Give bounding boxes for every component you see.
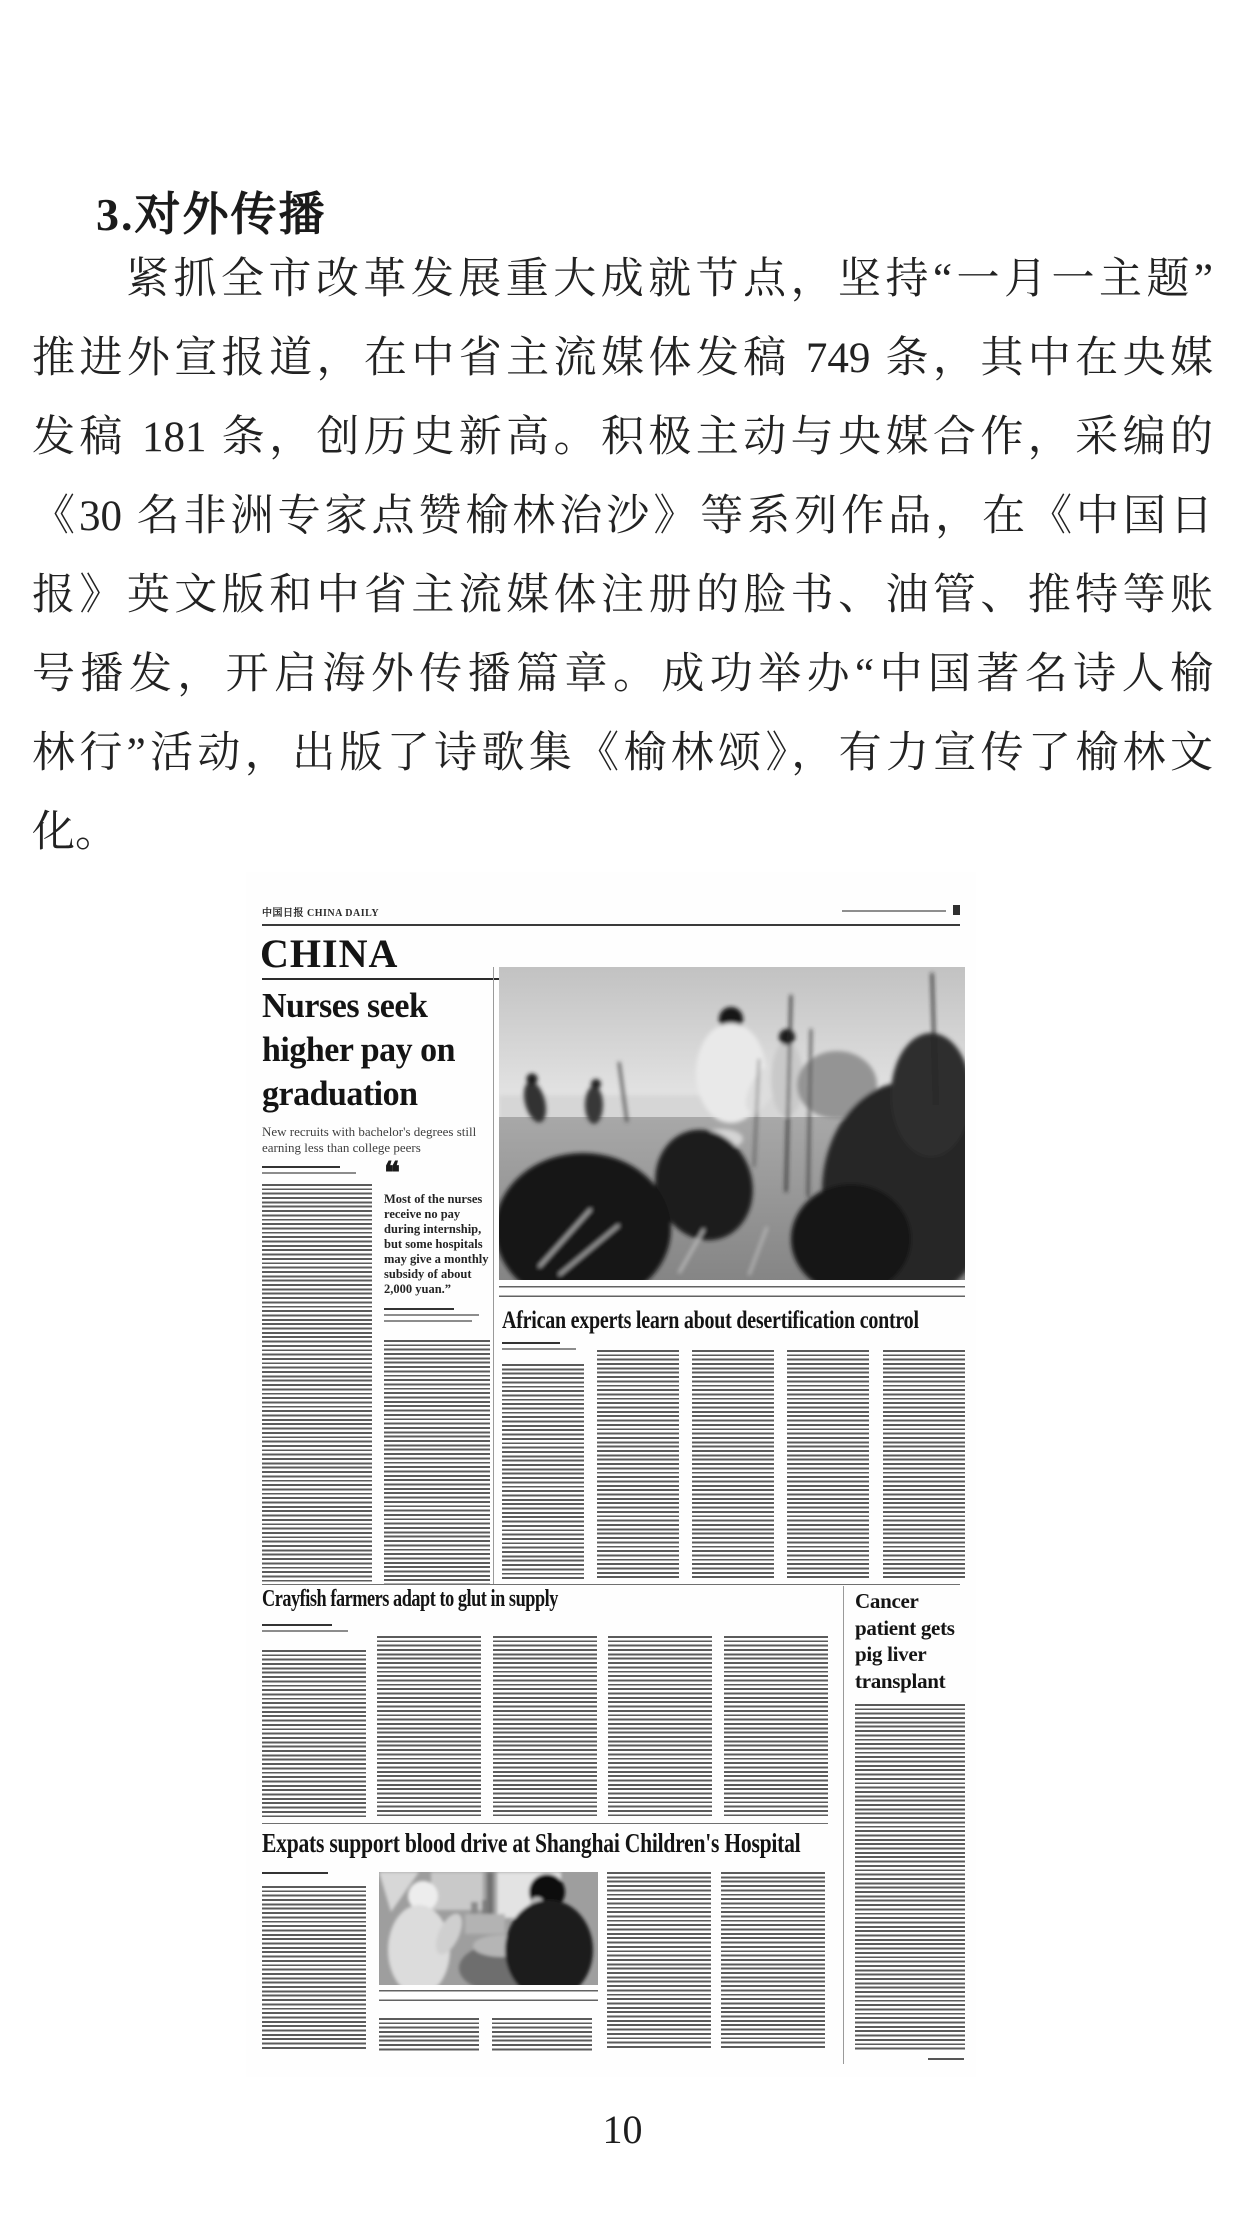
section-title: CHINA: [260, 931, 399, 976]
headline-desertification: African experts learn about desertification control: [502, 1307, 919, 1334]
masthead-page-badge: [953, 905, 960, 915]
newspaper-clipping: [246, 872, 976, 2077]
byline-bar: [262, 1166, 340, 1168]
text-column-placeholder: [262, 1886, 366, 2050]
body-paragraph: [32, 240, 1213, 872]
headline-expats: Expats support blood drive at Shanghai Children's Hospital: [262, 1828, 801, 1858]
photo-tree-planting: [499, 967, 965, 1280]
photo-blood-drive: [379, 1872, 598, 1985]
quote-icon: ❝: [384, 1157, 401, 1190]
agency-credit-bar: [928, 2058, 964, 2060]
text-column-placeholder: [855, 1704, 965, 2052]
byline-bar: [262, 1630, 348, 1632]
paragraph-line: 林行”活动，出版了诗歌集《榆林颂》，有力宣传了榆林文: [32, 730, 1213, 777]
photo-caption-placeholder: [499, 1286, 965, 1305]
deck-nurses: New recruits with bachelor's degrees still earning less than college peers: [262, 1124, 477, 1155]
text-column-placeholder: [608, 1636, 712, 1818]
paragraph-line: 化。: [32, 809, 118, 856]
text-column-placeholder: [262, 1184, 372, 1584]
quote-attribution-bar: [384, 1314, 479, 1316]
quote-attribution-bar: [384, 1320, 472, 1322]
text-column-placeholder: [492, 2018, 592, 2051]
text-column-placeholder: [883, 1350, 965, 1580]
text-column-placeholder: [721, 1872, 825, 2050]
byline-bar: [262, 1872, 328, 1874]
text-column-placeholder: [502, 1364, 584, 1580]
masthead-rule: [262, 924, 960, 926]
headline-crayfish: Crayfish farmers adapt to glut in supply: [262, 1586, 558, 1612]
byline-bar: [502, 1342, 560, 1344]
text-column-placeholder: [787, 1350, 869, 1580]
column-divider: [493, 967, 494, 1584]
paragraph-line: 推进外宣报道，在中省主流媒体发稿 749 条，其中在央媒: [32, 335, 1213, 382]
text-column-placeholder: [607, 1872, 711, 2050]
paragraph-line: 报》英文版和中省主流媒体注册的脸书、油管、推特等账: [32, 572, 1213, 619]
text-column-placeholder: [262, 1650, 366, 1818]
byline-bar: [262, 1172, 356, 1174]
text-column-placeholder: [384, 1340, 490, 1584]
byline-bar: [262, 1624, 332, 1626]
text-column-placeholder: [692, 1350, 774, 1580]
pull-quote: Most of the nurses receive no pay during internship, but some hospitals may give a monthly subsidy of about 2,000 yuan.”: [384, 1192, 489, 1296]
section-divider-rule: [262, 1823, 828, 1824]
text-column-placeholder: [597, 1350, 679, 1580]
paragraph-line: 《30 名非洲专家点赞榆林治沙》等系列作品，在《中国日: [32, 493, 1213, 540]
newspaper-masthead: 中国日报 CHINA DAILY: [262, 908, 380, 919]
headline-cancer: Cancer patient gets pig liver transplant: [855, 1589, 955, 1693]
masthead-date-placeholder: [842, 910, 946, 912]
paragraph-line: 紧抓全市改革发展重大成就节点，坚持“一月一主题”: [126, 256, 1213, 303]
column-divider: [843, 1586, 844, 2064]
section-heading: 3.对外传播: [96, 189, 327, 240]
byline-bar: [502, 1348, 576, 1350]
paragraph-line: 发稿 181 条，创历史新高。积极主动与央媒合作，采编的: [32, 414, 1213, 461]
quote-attribution-bar: [384, 1308, 454, 1310]
headline-nurses: Nurses seek higher pay on graduation: [262, 986, 456, 1113]
text-column-placeholder: [724, 1636, 828, 1818]
text-column-placeholder: [493, 1636, 597, 1818]
text-column-placeholder: [377, 1636, 481, 1818]
section-divider-rule: [262, 1584, 960, 1585]
photo-caption-placeholder: [379, 1990, 598, 2008]
page-number: 10: [602, 2107, 643, 2152]
text-column-placeholder: [379, 2018, 479, 2051]
paragraph-line: 号播发，开启海外传播篇章。成功举办“中国著名诗人榆: [32, 651, 1213, 698]
